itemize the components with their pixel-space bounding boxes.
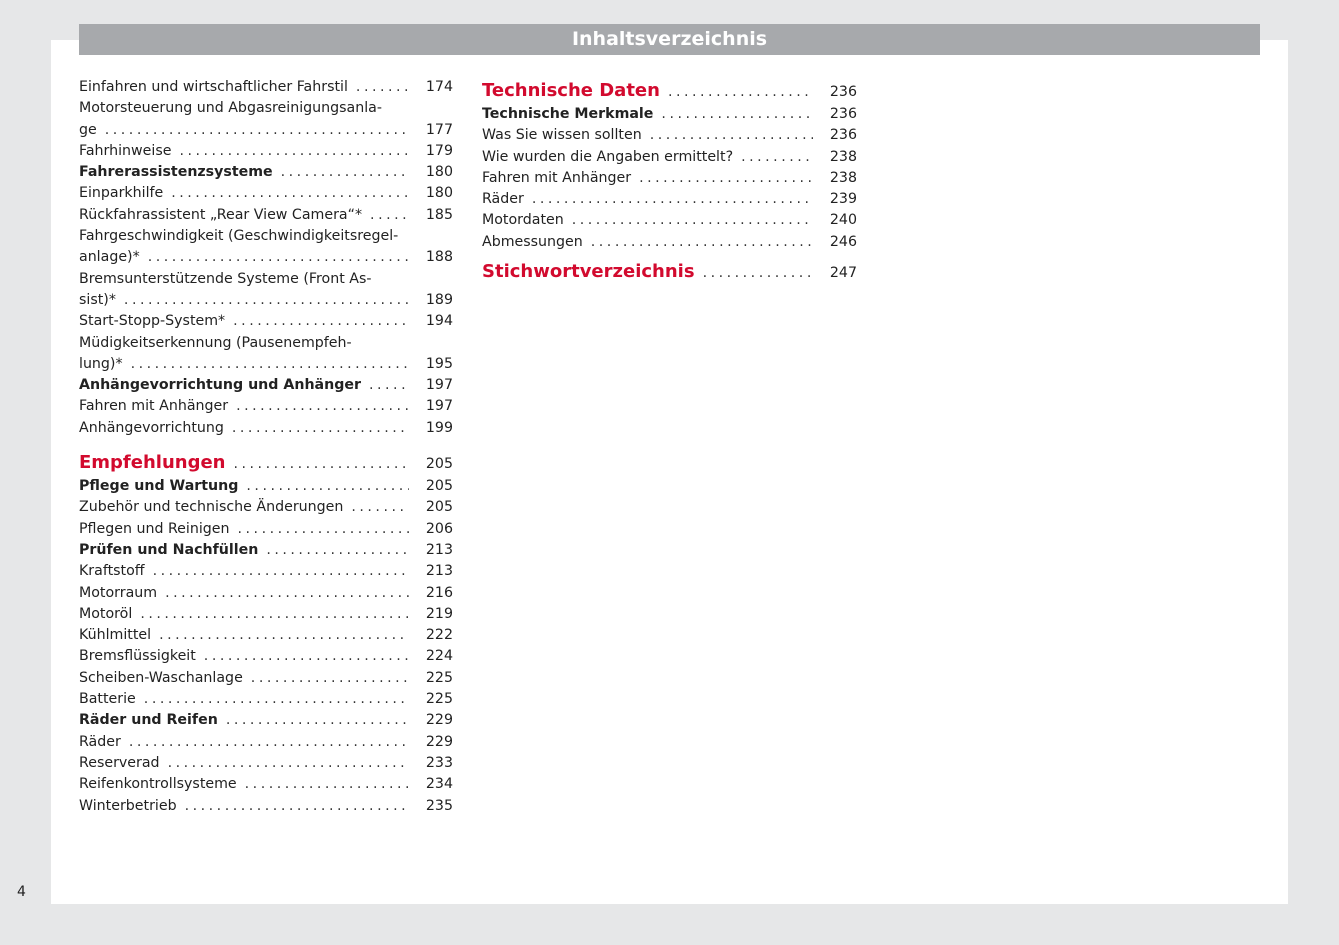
toc-section-entry[interactable] xyxy=(79,375,453,396)
page-number: 4 xyxy=(17,884,26,900)
toc-page-number: 236 xyxy=(829,84,857,100)
toc-chapter-label: Technische Daten xyxy=(482,80,660,101)
toc-page-number: 189 xyxy=(425,291,453,308)
toc-entry[interactable] xyxy=(79,418,453,439)
toc-page-number: 199 xyxy=(425,419,453,436)
toc-leader-dots xyxy=(144,689,409,710)
toc-entry[interactable] xyxy=(79,689,453,710)
toc-entry-label-cont: lung)* xyxy=(79,355,123,372)
toc-entry-label-cont: ge xyxy=(79,121,97,138)
toc-leader-dots xyxy=(281,162,409,183)
toc-entry-label: Motorsteuerung und Abgasreinigungsanla- xyxy=(79,100,382,117)
toc-entry-label: Müdigkeitserkennung (Pausenempfeh- xyxy=(79,334,352,351)
toc-leader-dots xyxy=(251,668,409,689)
toc-entry-label: Fahren mit Anhänger xyxy=(79,398,229,415)
toc-entry[interactable] xyxy=(79,625,453,646)
toc-entry[interactable] xyxy=(79,796,453,817)
toc-chapter-entry[interactable] xyxy=(482,77,857,104)
toc-page-number: 233 xyxy=(425,754,453,771)
toc-entry-label-cont: sist)* xyxy=(79,291,116,308)
toc-entry-label: Fahrgeschwindigkeit (Geschwindigkeitsregel- xyxy=(79,228,399,245)
toc-section-entry[interactable] xyxy=(79,540,453,561)
toc-section-label: Prüfen und Nachfüllen xyxy=(79,541,259,558)
toc-page-number: 194 xyxy=(425,313,453,330)
toc-leader-dots xyxy=(159,625,409,646)
toc-entry[interactable] xyxy=(79,333,453,376)
toc-page-number: 174 xyxy=(425,79,453,95)
toc-entry[interactable] xyxy=(482,232,857,253)
toc-right-column xyxy=(482,77,857,285)
toc-entry[interactable] xyxy=(79,311,453,332)
toc-chapter-label: Stichwortverzeichnis xyxy=(482,261,695,283)
toc-leader-dots xyxy=(356,77,409,98)
toc-page-number: 235 xyxy=(425,797,453,814)
toc-leader-dots xyxy=(236,396,409,417)
toc-leader-dots xyxy=(703,260,813,287)
toc-entry-label: Anhängevorrichtung xyxy=(79,419,224,436)
toc-chapter-label: Empfehlungen xyxy=(79,452,226,474)
toc-page-number: 225 xyxy=(425,691,453,708)
toc-entry[interactable] xyxy=(79,583,453,604)
toc-leader-dots xyxy=(185,796,409,817)
toc-entry[interactable] xyxy=(79,604,453,625)
toc-entry[interactable] xyxy=(79,205,453,226)
toc-page-number: 213 xyxy=(425,563,453,580)
toc-page-number: 236 xyxy=(829,127,857,144)
toc-leader-dots xyxy=(238,519,409,540)
toc-leader-dots xyxy=(226,710,409,731)
toc-page-number: 229 xyxy=(425,733,453,750)
toc-entry-label: Start-Stopp-System* xyxy=(79,313,226,330)
toc-entry-label: Reifenkontrollsysteme xyxy=(79,776,237,793)
toc-entry[interactable] xyxy=(79,269,453,312)
toc-entry-label: Wie wurden die Angaben ermittelt? xyxy=(482,148,734,165)
toc-entry-label: Bremsflüssigkeit xyxy=(79,648,196,665)
toc-entry-label: Einfahren und wirtschaftlicher Fahrstil xyxy=(79,79,348,95)
toc-entry-label: Fahren mit Anhänger xyxy=(482,169,632,186)
toc-leader-dots xyxy=(246,476,409,497)
toc-section-entry[interactable] xyxy=(79,710,453,731)
toc-entry-label: Was Sie wissen sollten xyxy=(482,127,642,144)
toc-page-number: 195 xyxy=(425,355,453,372)
toc-page-number: 179 xyxy=(425,142,453,159)
toc-entry-label: Rückfahrassistent „Rear View Camera“* xyxy=(79,206,363,223)
toc-leader-dots xyxy=(668,79,813,106)
toc-leader-dots xyxy=(148,247,409,268)
toc-section-entry[interactable] xyxy=(482,104,857,125)
toc-chapter-entry[interactable] xyxy=(482,258,857,285)
toc-leader-dots xyxy=(369,375,409,396)
toc-leader-dots xyxy=(639,168,813,189)
toc-entry-label: Motoröl xyxy=(79,605,133,622)
toc-entry-label: Fahrhinweise xyxy=(79,142,172,159)
toc-leader-dots xyxy=(168,753,409,774)
toc-section-label: Anhängevorrichtung und Anhänger xyxy=(79,377,361,394)
toc-entry-label: Kühlmittel xyxy=(79,627,152,644)
toc-leader-dots xyxy=(232,418,409,439)
toc-leader-dots xyxy=(179,141,409,162)
toc-section-label: Räder und Reifen xyxy=(79,712,218,729)
toc-page-number: 247 xyxy=(829,265,857,282)
toc-page-number: 225 xyxy=(425,669,453,686)
toc-page-number: 238 xyxy=(829,169,857,186)
toc-page-number: 180 xyxy=(425,185,453,202)
toc-entry-label: Bremsunterstützende Systeme (Front As- xyxy=(79,270,372,287)
toc-page-number: 205 xyxy=(425,499,453,516)
toc-leader-dots xyxy=(572,210,813,231)
toc-leader-dots xyxy=(591,232,813,253)
toc-entry[interactable] xyxy=(79,77,453,98)
toc-entry-label-cont: anlage)* xyxy=(79,249,140,266)
page-title: Inhaltsverzeichnis xyxy=(79,24,1260,55)
toc-leader-dots xyxy=(204,646,409,667)
toc-page-number: 246 xyxy=(829,233,857,250)
toc-entry[interactable] xyxy=(79,519,453,540)
toc-leader-dots xyxy=(370,205,409,226)
toc-entry-label: Pflegen und Reinigen xyxy=(79,520,230,537)
toc-page-number: 205 xyxy=(425,456,453,473)
toc-entry-label: Kraftstoff xyxy=(79,563,145,580)
toc-section-entry[interactable] xyxy=(79,476,453,497)
toc-entry[interactable] xyxy=(79,753,453,774)
toc-page-number: 197 xyxy=(425,377,453,394)
toc-section-label: Fahrerassistenzsysteme xyxy=(79,164,273,181)
toc-entry-label: Batterie xyxy=(79,691,136,708)
toc-page-number: 222 xyxy=(425,627,453,644)
toc-leader-dots xyxy=(234,451,410,478)
toc-page-number: 239 xyxy=(829,191,857,208)
toc-entry-label: Motorraum xyxy=(79,584,158,601)
toc-leader-dots xyxy=(532,189,813,210)
toc-leader-dots xyxy=(245,774,409,795)
toc-entry[interactable] xyxy=(482,125,857,146)
toc-left-column xyxy=(79,77,453,817)
toc-entry-label: Motordaten xyxy=(482,212,564,229)
toc-entry-label: Scheiben-Waschanlage xyxy=(79,669,243,686)
toc-leader-dots xyxy=(124,290,409,311)
toc-entry[interactable] xyxy=(482,210,857,231)
toc-entry[interactable] xyxy=(79,183,453,204)
toc-leader-dots xyxy=(131,354,409,375)
toc-page-number: 236 xyxy=(829,106,857,122)
toc-page-number: 197 xyxy=(425,398,453,415)
toc-leader-dots xyxy=(171,183,409,204)
toc-page-number: 234 xyxy=(425,776,453,793)
toc-leader-dots xyxy=(233,311,409,332)
toc-entry[interactable] xyxy=(79,497,453,518)
toc-section-label: Technische Merkmale xyxy=(482,106,654,122)
toc-leader-dots xyxy=(266,540,409,561)
toc-leader-dots xyxy=(661,104,813,125)
toc-entry[interactable] xyxy=(79,561,453,582)
toc-page-number: 205 xyxy=(425,478,453,495)
toc-leader-dots xyxy=(741,147,813,168)
toc-entry-label: Abmessungen xyxy=(482,233,583,250)
toc-entry[interactable] xyxy=(79,226,453,269)
toc-leader-dots xyxy=(650,125,813,146)
toc-page-number: 229 xyxy=(425,712,453,729)
toc-page-number: 188 xyxy=(425,249,453,266)
toc-entry[interactable] xyxy=(482,189,857,210)
toc-section-label: Pflege und Wartung xyxy=(79,478,239,495)
toc-page-number: 177 xyxy=(425,121,453,138)
toc-leader-dots xyxy=(153,561,409,582)
toc-page-number: 213 xyxy=(425,541,453,558)
toc-entry-label: Räder xyxy=(482,191,524,208)
toc-entry[interactable] xyxy=(482,147,857,168)
toc-page-number: 238 xyxy=(829,148,857,165)
toc-page-number: 216 xyxy=(425,584,453,601)
toc-entry[interactable] xyxy=(79,98,453,141)
toc-leader-dots xyxy=(165,583,409,604)
toc-page-number: 180 xyxy=(425,164,453,181)
toc-entry-label: Winterbetrieb xyxy=(79,797,177,814)
toc-entry[interactable] xyxy=(79,732,453,753)
toc-page-number: 224 xyxy=(425,648,453,665)
toc-section-entry[interactable] xyxy=(79,162,453,183)
toc-entry[interactable] xyxy=(79,646,453,667)
toc-leader-dots xyxy=(105,120,409,141)
toc-entry-label: Zubehör und technische Änderungen xyxy=(79,499,344,516)
toc-entry-label: Reserverad xyxy=(79,754,160,771)
toc-leader-dots xyxy=(140,604,409,625)
toc-page-number: 240 xyxy=(829,212,857,229)
toc-page-number: 206 xyxy=(425,520,453,537)
toc-entry-label: Räder xyxy=(79,733,121,750)
toc-entry[interactable] xyxy=(79,774,453,795)
toc-leader-dots xyxy=(129,732,409,753)
toc-entry[interactable] xyxy=(79,396,453,417)
toc-entry[interactable] xyxy=(79,668,453,689)
toc-entry[interactable] xyxy=(482,168,857,189)
toc-chapter-entry[interactable] xyxy=(79,449,453,476)
toc-page-number: 185 xyxy=(425,206,453,223)
toc-leader-dots xyxy=(351,497,409,518)
toc-entry[interactable] xyxy=(79,141,453,162)
toc-page-number: 219 xyxy=(425,605,453,622)
toc-entry-label: Einparkhilfe xyxy=(79,185,164,202)
